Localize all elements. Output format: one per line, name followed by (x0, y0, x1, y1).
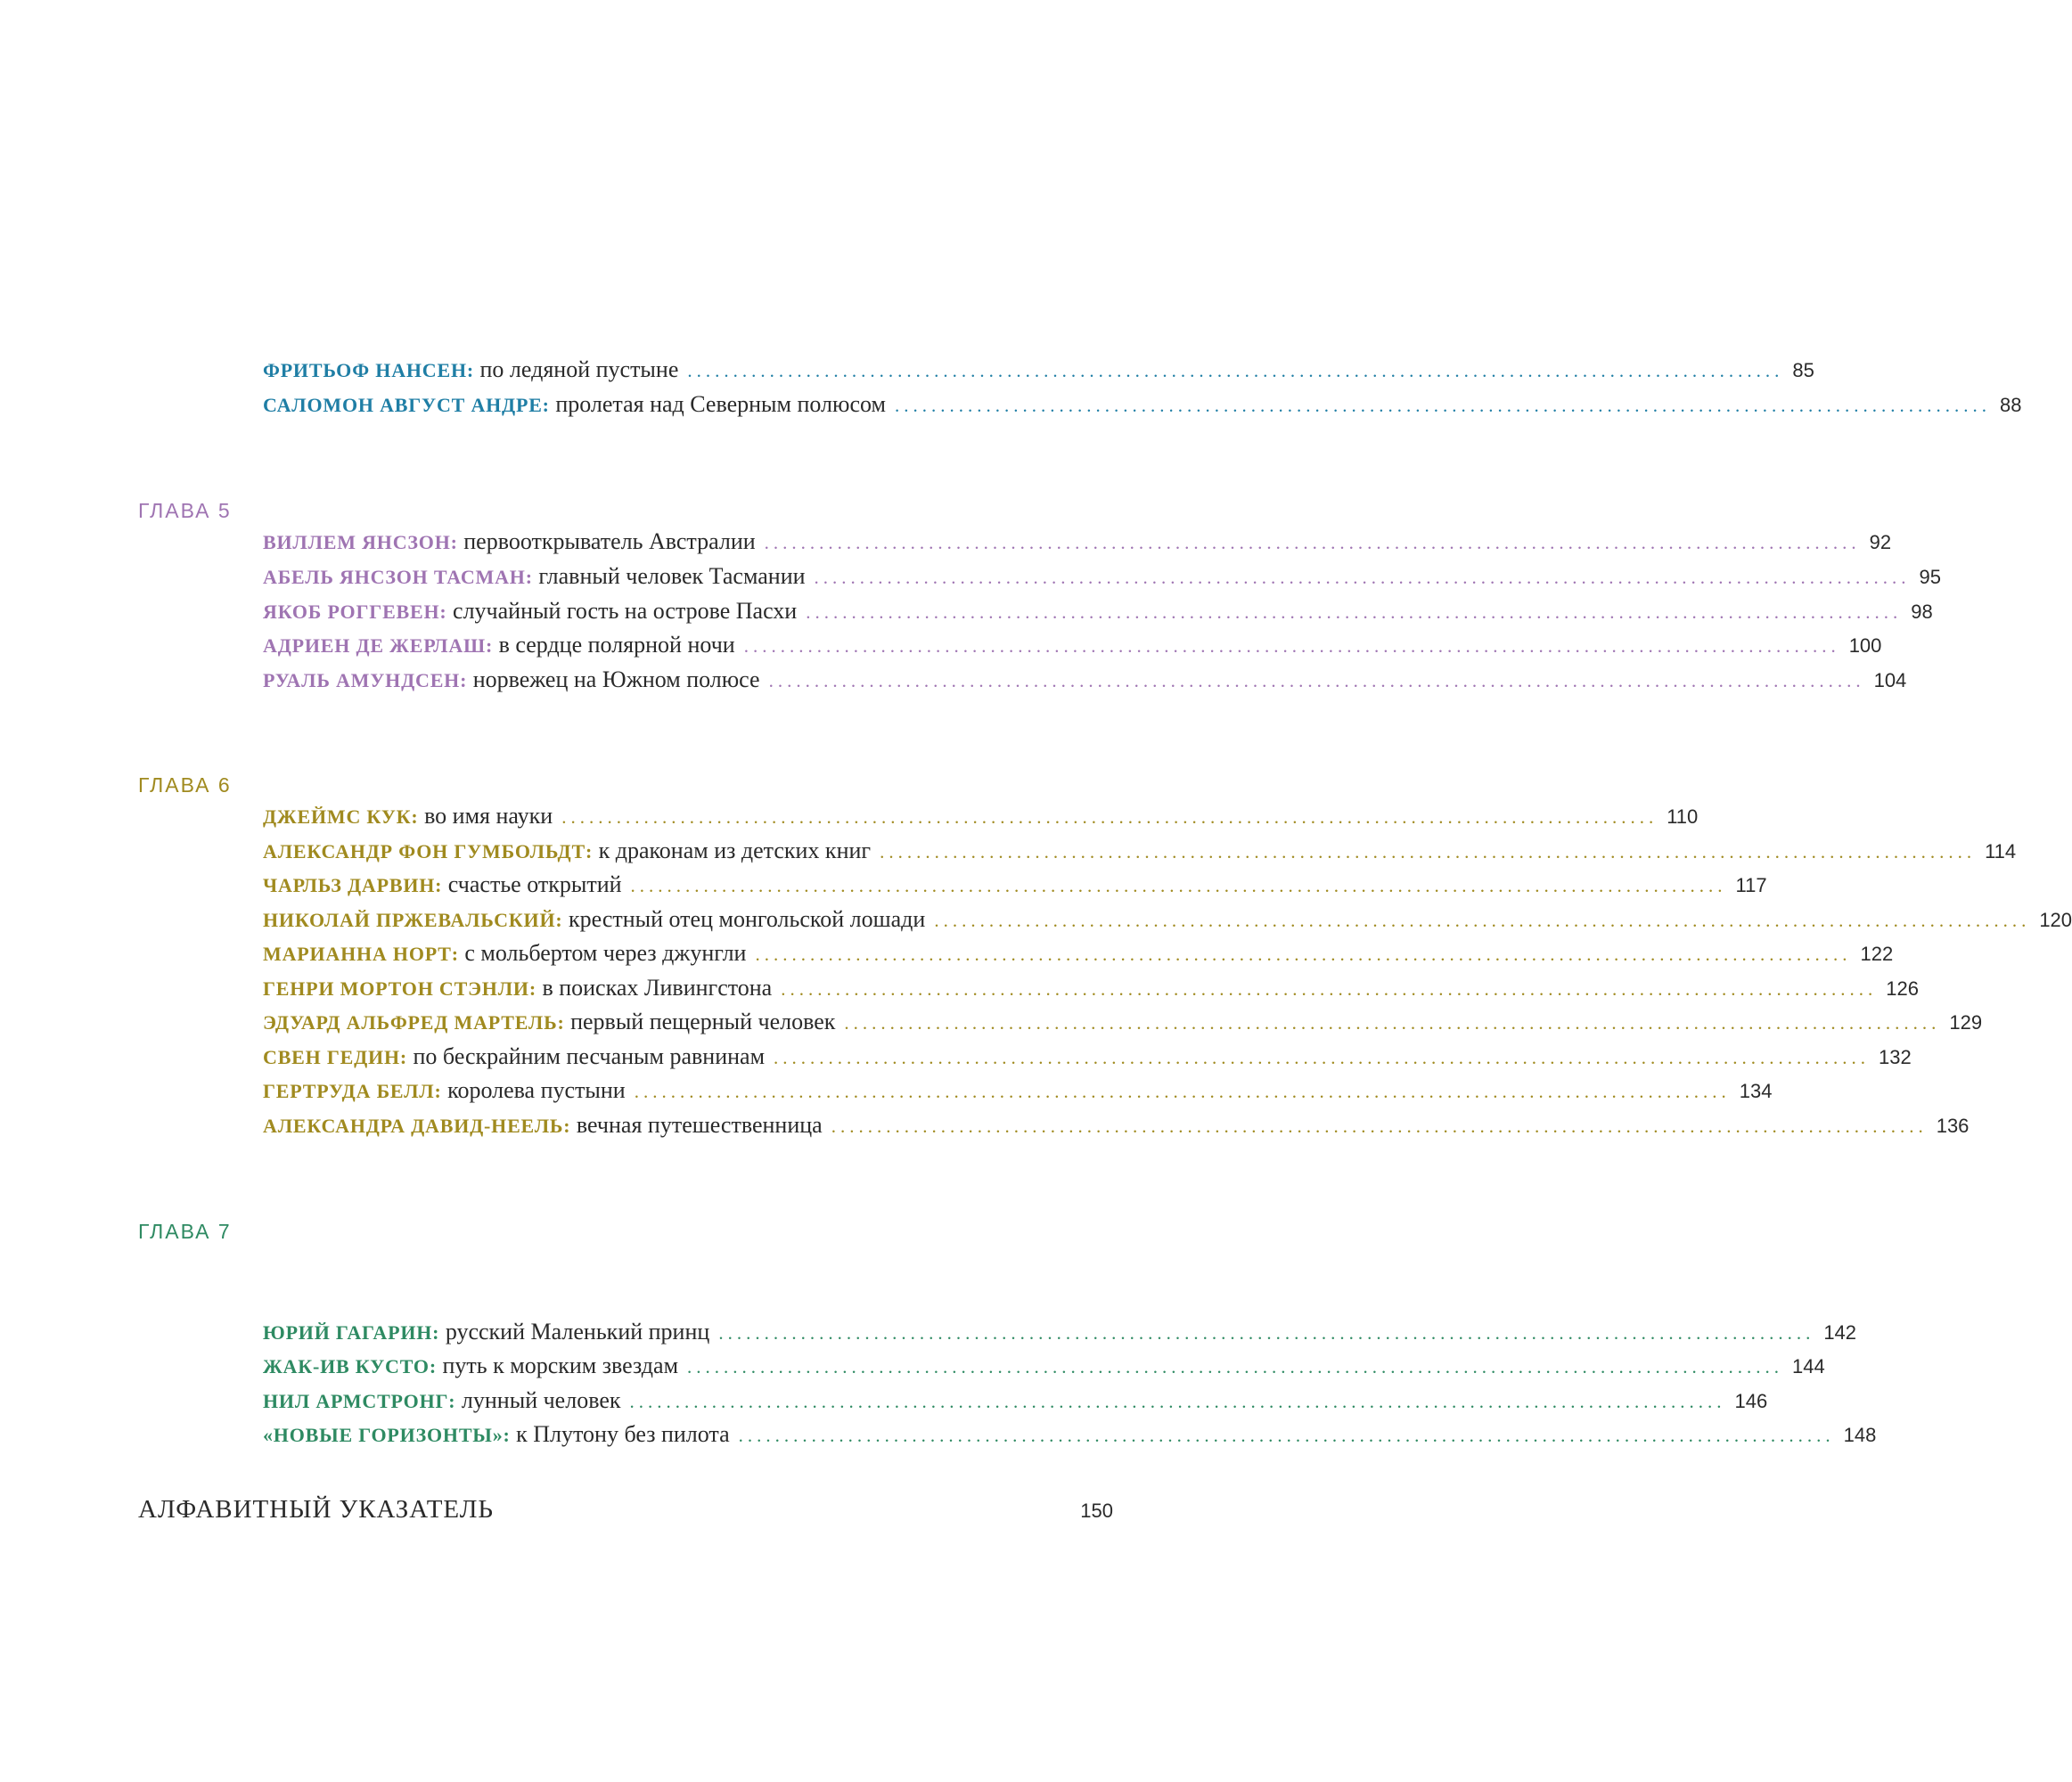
toc-entry[interactable] (263, 666, 1907, 699)
leader-dots: ........................................................................................................................ (561, 806, 1658, 828)
entry-name: РУАЛЬ АМУНДСЕН: (263, 669, 468, 691)
entry-desc: к Плутону без пилота (516, 1421, 730, 1447)
toc-entry[interactable] (263, 528, 1892, 560)
entry-desc: норвежец на Южном полюсе (472, 666, 760, 692)
entry-page: 114 (1985, 840, 2017, 862)
index-page: 150 (1080, 1500, 1113, 1522)
entry-desc: вечная путешественница (576, 1112, 823, 1138)
entry-name: НИЛ АРМСТРОНГ: (263, 1390, 456, 1412)
leader-dots: ........................................................................................................................ (755, 944, 1852, 965)
toc-entry[interactable] (263, 356, 1814, 388)
entry-page: 117 (1735, 874, 1767, 896)
entry-name: АЛЕКСАНДР ФОН ГУМБОЛЬДТ: (263, 840, 594, 862)
entry-desc: русский Маленький принц (445, 1319, 710, 1345)
entry-desc: пролетая над Северным полюсом (555, 391, 886, 417)
entry-page: 136 (1936, 1115, 1970, 1137)
entry-name: АЛЕКСАНДРА ДАВИД-НЕЕЛЬ: (263, 1115, 571, 1137)
entry-desc: главный человек Тасмании (538, 563, 806, 589)
entry-desc: счастье открытий (447, 871, 622, 897)
leader-dots: ........................................................................................................................ (718, 1322, 1815, 1344)
toc-entry[interactable] (263, 1319, 1857, 1351)
toc-entry[interactable] (263, 1009, 1983, 1041)
toc-entry[interactable] (263, 871, 1767, 903)
leader-dots: ........................................................................................................................ (880, 841, 1977, 862)
entry-page: 110 (1667, 805, 1699, 828)
toc-entry[interactable] (263, 803, 1699, 835)
entry-page: 88 (1999, 394, 2022, 416)
toc-entry[interactable] (263, 598, 1933, 630)
entry-desc: с мольбертом через джунгли (464, 940, 747, 966)
entry-desc: крестный отец монгольской лошади (569, 906, 926, 932)
entry-page: 148 (1843, 1424, 1877, 1446)
toc-entry[interactable] (263, 906, 2072, 938)
toc-entry[interactable] (263, 632, 1882, 664)
entry-desc: во имя науки (424, 803, 553, 829)
entry-page: 129 (1949, 1011, 1983, 1034)
entry-name: ВИЛЛЕМ ЯНСЗОН: (263, 531, 458, 553)
entry-page: 122 (1860, 943, 1894, 965)
leader-dots: ........................................................................................................................ (764, 532, 1861, 553)
entry-page: 98 (1911, 601, 1933, 623)
entry-name: ФРИТЬОФ НАНСЕН: (263, 359, 475, 381)
entry-name: СВЕН ГЕДИН: (263, 1046, 408, 1068)
entry-page: 100 (1848, 634, 1882, 657)
entry-desc: первооткрыватель Австралии (463, 528, 756, 554)
entry-name: ДЖЕЙМС КУК: (263, 805, 419, 828)
chapter-title[interactable] (263, 750, 835, 804)
entry-page: 144 (1792, 1355, 1825, 1377)
entry-desc: к драконам из детских книг (598, 838, 872, 863)
entry-desc: королева пустыни (447, 1077, 626, 1103)
entry-desc: по ледяной пустыне (479, 356, 679, 382)
entry-page: 92 (1869, 531, 1892, 553)
leader-dots: ........................................................................................................................ (774, 1047, 1871, 1068)
toc-entry[interactable] (263, 940, 1894, 972)
leader-dots: ........................................................................................................................ (806, 601, 1903, 623)
entry-desc: по бескрайним песчаным равнинам (413, 1043, 766, 1069)
toc-entry[interactable] (263, 1421, 1877, 1453)
chapter-label: ГЛАВА 5 (138, 499, 232, 522)
entry-desc: случайный гость на острове Пасхи (453, 598, 798, 624)
entry-name: САЛОМОН АВГУСТ АНДРЕ: (263, 394, 550, 416)
entry-page: 85 (1792, 359, 1814, 381)
entry-name: ЧАРЛЬЗ ДАРВИН: (263, 874, 443, 896)
entry-page: 134 (1739, 1080, 1773, 1102)
leader-dots: ........................................................................................................................ (844, 1012, 1941, 1034)
entry-name: ЮРИЙ ГАГАРИН: (263, 1321, 440, 1344)
entry-page: 126 (1886, 977, 1919, 1000)
chapter-title-line: И В ОКЕАНСКИЕ ГЛУБИНЫ (263, 1254, 803, 1304)
leader-dots: ........................................................................................................................ (743, 635, 1840, 657)
toc-entry[interactable] (263, 838, 2017, 870)
entry-desc: в поисках Ливингстона (542, 975, 773, 1001)
chapter-title-line: НА ЮЖНЫЙ ПОЛЮС И В АВСТРАЛИЮ (263, 478, 1019, 528)
toc-entry[interactable] (263, 1353, 1825, 1385)
entry-desc: первый пещерный человек (570, 1009, 836, 1034)
entry-name: ГЕНРИ МОРТОН СТЭНЛИ: (263, 977, 536, 1000)
chapter-label: ГЛАВА 6 (138, 773, 232, 797)
entry-name: ГЕРТРУДА БЕЛЛ: (263, 1080, 442, 1102)
chapter-title[interactable] (263, 1198, 807, 1305)
index-entry[interactable] (138, 1495, 1113, 1525)
leader-dots: ........................................................................................................................ (934, 910, 2031, 931)
entry-name: ЖАК-ИВ КУСТО: (263, 1355, 437, 1377)
entry-name: ЭДУАРД АЛЬФРЕД МАРТЕЛЬ: (263, 1011, 565, 1034)
entry-name: МАРИАННА НОРТ: (263, 943, 459, 965)
entry-page: 142 (1823, 1321, 1857, 1344)
leader-dots: ........................................................................................................................ (634, 1081, 1731, 1102)
entry-desc: в сердце полярной ночи (498, 632, 735, 658)
entry-name: АДРИЕН ДЕ ЖЕРЛАШ: (263, 634, 494, 657)
entry-name: АБЕЛЬ ЯНСЗОН ТАСМАН: (263, 566, 533, 588)
toc-entry[interactable] (263, 563, 1942, 595)
toc-entry[interactable] (263, 975, 1919, 1007)
leader-dots: ........................................................................................................................ (738, 1425, 1835, 1446)
chapter-label: ГЛАВА 7 (138, 1220, 232, 1243)
toc-entry[interactable] (263, 1077, 1773, 1109)
index-title: АЛФАВИТНЫЙ УКАЗАТЕЛЬ (138, 1495, 495, 1524)
leader-dots: ........................................................................................................................ (768, 670, 1865, 691)
entry-page: 146 (1734, 1390, 1768, 1412)
entry-desc: лунный человек (461, 1387, 621, 1413)
chapter-title[interactable] (263, 477, 1018, 530)
entry-page: 95 (1919, 566, 1942, 588)
leader-dots: ........................................................................................................................ (630, 875, 1727, 896)
chapter-title-line: В КОСМИЧЕСКИЕ ВЫСОТЫ (263, 1200, 807, 1250)
chapter-title-line: К НЕИЗВЕДАННОЙ ПРИРОДЕ (263, 752, 836, 802)
entry-name: НИКОЛАЙ ПРЖЕВАЛЬСКИЙ: (263, 909, 563, 931)
leader-dots: ........................................................................................................................ (629, 1391, 1726, 1412)
entry-name: «НОВЫЕ ГОРИЗОНТЫ»: (263, 1424, 511, 1446)
toc-entry[interactable] (263, 1387, 1768, 1419)
entry-page: 104 (1873, 669, 1907, 691)
leader-dots: ........................................................................................................................ (687, 1356, 1784, 1377)
leader-dots: ........................................................................................................................ (894, 395, 1991, 416)
entry-name: ЯКОБ РОГГЕВЕН: (263, 601, 447, 623)
toc-entry[interactable] (263, 1043, 1912, 1075)
leader-dots: ........................................................................................................................ (831, 1116, 1928, 1137)
leader-dots: ........................................................................................................................ (814, 567, 1911, 588)
leader-dots: ........................................................................................................................ (781, 978, 1878, 1000)
toc-entry[interactable] (263, 391, 2022, 423)
entry-page: 132 (1879, 1046, 1912, 1068)
toc-entry[interactable] (263, 1112, 1970, 1144)
entry-desc: путь к морским звездам (442, 1353, 679, 1378)
leader-dots: ........................................................................................................................ (687, 360, 1784, 381)
entry-page: 120 (2039, 909, 2072, 931)
